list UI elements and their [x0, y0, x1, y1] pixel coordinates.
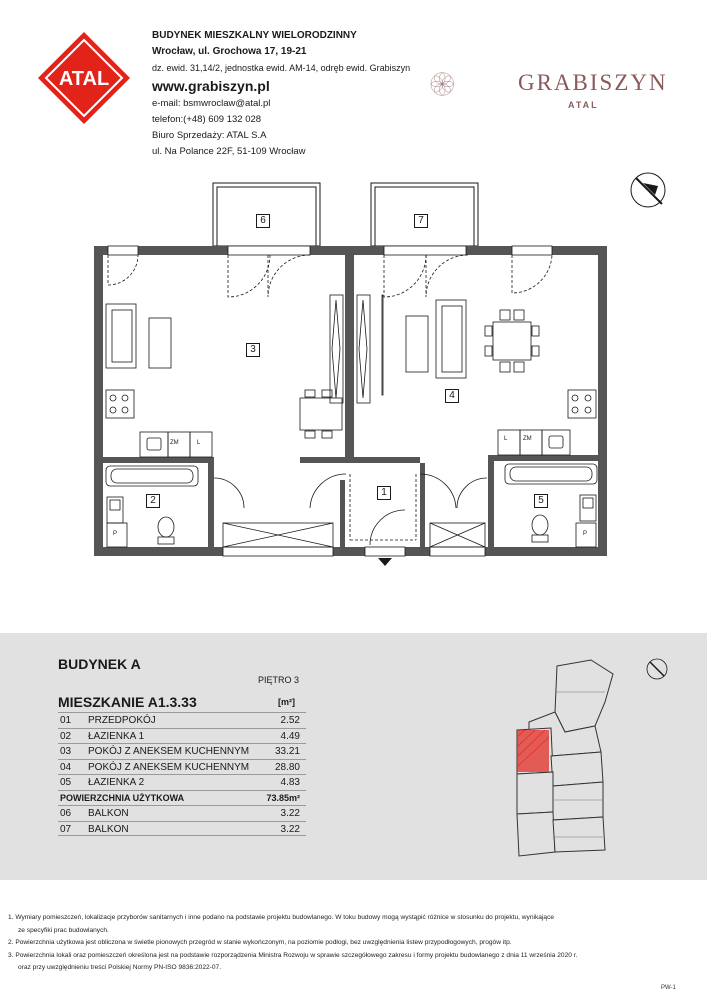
- footnotes: [8, 912, 698, 975]
- balcony-no: 07: [60, 823, 72, 835]
- building-name: BUDYNEK A: [58, 656, 141, 672]
- balcony-no: 06: [60, 808, 72, 819]
- room-label-6: 6: [256, 214, 270, 228]
- footnote-1-cont: ze specyfiki prac budowlanych.: [18, 926, 109, 934]
- balcony-area: 3.22: [280, 808, 300, 819]
- table-row: [58, 821, 306, 837]
- room-area: 2.52: [280, 715, 300, 726]
- room-no: 04: [60, 761, 72, 773]
- table-row: [58, 743, 306, 759]
- address: Wrocław, ul. Grochowa 17, 19-21: [152, 46, 307, 57]
- website-link[interactable]: www.grabiszyn.pl: [152, 78, 270, 94]
- room-name: ŁAZIENKA 2: [88, 777, 145, 788]
- sales-office: Biuro Sprzedaży: ATAL S.A: [152, 130, 267, 141]
- compass-icon: [631, 173, 665, 207]
- grabiszyn-emblem: [430, 44, 510, 124]
- footnote-1: 1. Wymiary pomieszczeń, lokalizacje przyborów sanitarnych i inne podano na podstawie projektu budowlanego. W toku budowy mogą wystąpić różnice w stosunku do projektu, wynikające: [8, 914, 555, 921]
- fixture-zm-right: ZM: [523, 436, 532, 442]
- table-row: [58, 759, 306, 775]
- room-area: 28.80: [274, 761, 300, 773]
- room-label-3: 3: [246, 343, 260, 357]
- building-title: BUDYNEK MIESZKALNY WIELORODZINNY: [152, 30, 357, 41]
- table-row: [58, 805, 306, 821]
- room-label-2: 2: [146, 494, 160, 508]
- room-table: [58, 712, 306, 836]
- fixture-p-right: P: [583, 531, 588, 537]
- total-area: 73.85m²: [266, 792, 300, 803]
- room-area: 4.83: [280, 777, 300, 788]
- area-unit: [m²]: [278, 697, 295, 707]
- floor: PIĘTRO 3: [258, 675, 300, 685]
- room-area: 33.21: [274, 746, 300, 757]
- room-name: POKÓJ Z ANEKSEM KUCHENNYM: [88, 746, 250, 757]
- header-info: [152, 28, 410, 160]
- room-label-5: 5: [534, 494, 548, 508]
- fixture-l-left: L: [197, 440, 201, 446]
- logo-text: ATAL: [58, 68, 110, 90]
- floor-plan-drawing: [0, 170, 707, 570]
- brand-name: GRABISZYN: [518, 70, 668, 95]
- footnote-3: 3. Powierzchnia lokali oraz pomieszczeń określona jest na podstawie rozporządzenia Ministra Rozwoju w sprawie szczegółowego zakresu i formy projektu budowlanego z dnia 11 września 2020 r.: [8, 951, 578, 959]
- room-name: POKÓJ Z ANEKSEM KUCHENNYM: [88, 761, 250, 773]
- total-area-row: [58, 790, 306, 806]
- balcony-name: BALKON: [88, 808, 129, 819]
- apartment-highlight: [517, 730, 549, 772]
- phone: telefon:(+48) 609 132 028: [152, 114, 262, 125]
- entrance-icon: [378, 558, 392, 566]
- room-label-7: 7: [414, 214, 428, 228]
- apartment-number: MIESZKANIE A1.3.33: [58, 694, 197, 710]
- room-no: 02: [60, 730, 72, 742]
- fixture-p-left: P: [113, 531, 118, 537]
- room-label-4: 4: [445, 389, 459, 403]
- floor-plan: [0, 170, 707, 570]
- room-no: 05: [60, 777, 72, 788]
- room-label-1: 1: [377, 486, 391, 500]
- footnote-2: 2. Powierzchnia użytkowa jest obliczona w świetle pionowych przegród w stanie wykończonym, na poziomie podłogi, bez uwzględnienia listew przypodłogowych, progów itp.: [8, 939, 512, 946]
- page-code: PW-1: [661, 985, 676, 991]
- fixture-l-right: L: [504, 436, 508, 442]
- brand-sub: ATAL: [568, 100, 599, 110]
- footnote-3-cont: oraz przy uwzględnieniu treści Polskiej Normy PN-ISO 9836:2022-07.: [18, 964, 222, 971]
- building-key-plan: [495, 652, 685, 874]
- table-row: [58, 712, 306, 728]
- parcel: dz. ewid. 31,14/2, jednostka ewid. AM-14, odręb ewid. Grabiszyn: [152, 63, 411, 73]
- atal-logo: [36, 30, 132, 126]
- balcony-name: BALKON: [88, 823, 129, 835]
- table-row: [58, 774, 306, 790]
- fixture-zm: ZM: [170, 440, 179, 446]
- room-area: 4.49: [280, 730, 300, 742]
- email-link[interactable]: e-mail: bsmwroclaw@atal.pl: [152, 98, 271, 109]
- room-name: PRZEDPOKÓJ: [88, 715, 156, 726]
- table-row: [58, 728, 306, 744]
- key-compass-icon: [647, 659, 667, 679]
- total-label: POWIERZCHNIA UŻYTKOWA: [60, 792, 185, 803]
- room-no: 03: [60, 746, 72, 757]
- room-no: 01: [60, 715, 72, 726]
- balcony-area: 3.22: [280, 823, 300, 835]
- room-name: ŁAZIENKA 1: [88, 730, 145, 742]
- sales-office-address: ul. Na Polance 22F, 51-109 Wrocław: [152, 146, 306, 157]
